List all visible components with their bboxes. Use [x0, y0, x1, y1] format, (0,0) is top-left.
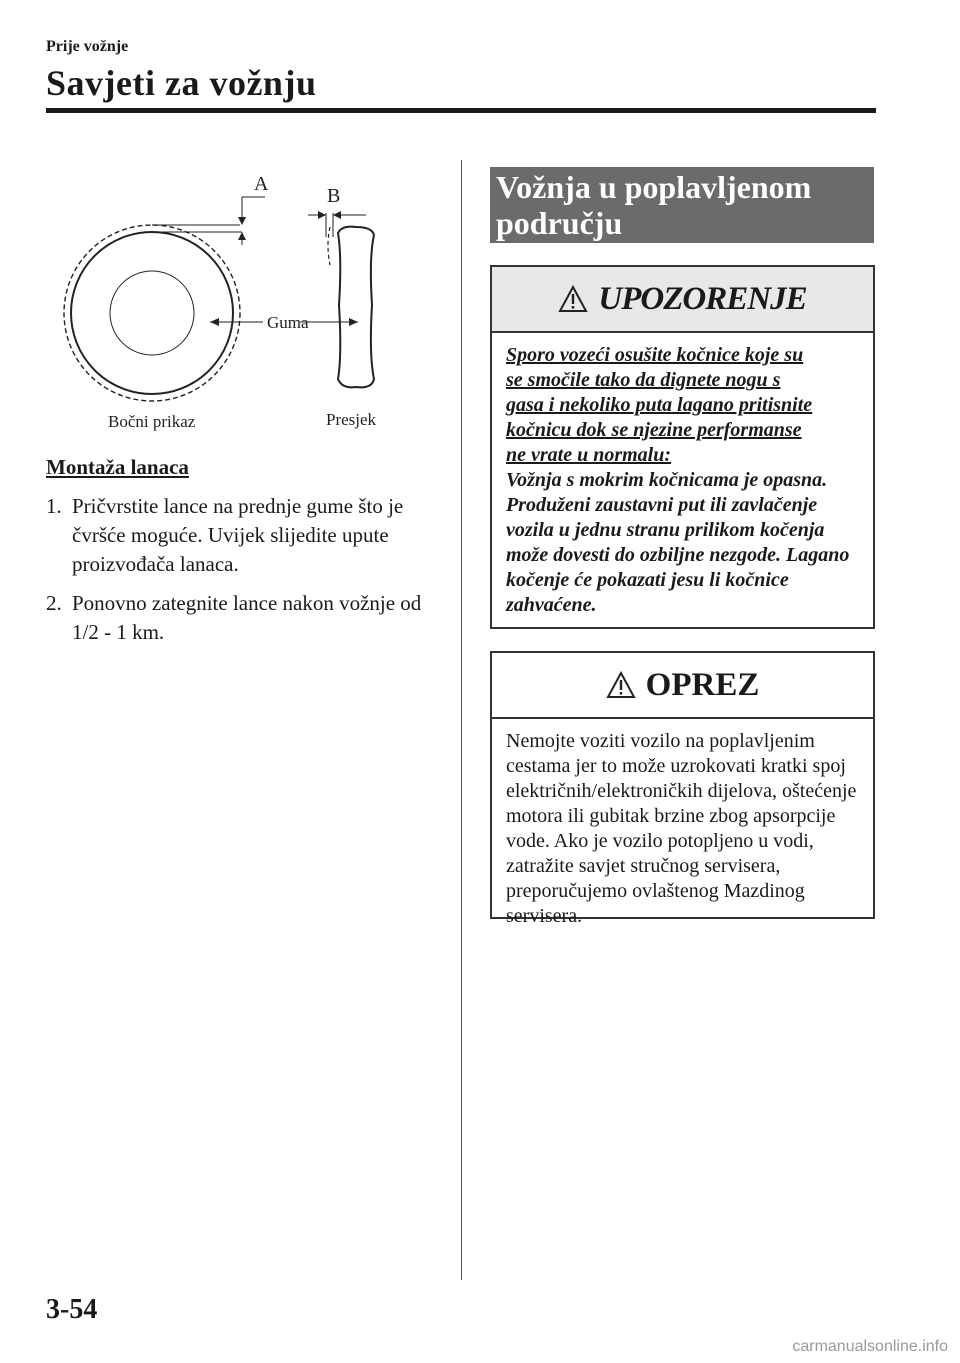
cross-section-tire [328, 227, 374, 388]
step-number: 2. [46, 591, 62, 615]
banner-title-line2: području [496, 205, 623, 241]
column-divider [461, 160, 462, 1280]
warning-header [492, 267, 873, 333]
label-a: A [254, 173, 269, 195]
warning-underlined-line: gasa i nekoliko puta lagano pritisnite [506, 394, 813, 416]
banner-title-line1: Vožnja u poplavljenom [496, 169, 812, 205]
warning-underlined-line: Sporo vozeći osušite kočnice koje su [506, 344, 804, 366]
label-side-view: Bočni prikaz [108, 412, 196, 431]
warning-underlined-line: kočnicu dok se njezine performanse [506, 419, 802, 441]
chains-section-title: Montaža lanaca [46, 455, 189, 479]
page-title: Savjeti za vožnju [46, 63, 317, 103]
step-number: 1. [46, 494, 62, 518]
list-item [46, 492, 446, 579]
flood-section-banner [490, 167, 874, 243]
warning-text: Vožnja s mokrim kočnicama je opasna. Produženi zaustavni put ili zavlačenje vozila u jednu stranu prilikom kočenja može dovesti do ozbiljne nezgode. Lagano kočenje će pokazati jesu li kočnice zahvaćene. [506, 469, 850, 616]
label-cross-section: Presjek [326, 410, 377, 429]
dimension-a-marker [152, 197, 265, 245]
label-tire: Guma [267, 313, 309, 332]
page-number: 3-54 [46, 1294, 98, 1325]
caution-body: Nemojte voziti vozilo na poplavljenim cestama jer to može uzrokovati kratki spoj električnih/elektroničkih dijelova, oštećenje motora ili gubitak brzine zbog apsorpcije vode. Ako je vozilo potopljeno u vodi, zatražite savjet stručnog servisera, preporučujemo ovlaštenog Mazdinog servisera. [506, 730, 857, 927]
warning-body [492, 333, 873, 628]
step-text: Ponovno zategnite lance nakon vožnje od 1/2 - 1 km. [72, 591, 422, 644]
warning-underlined-line: ne vrate u normalu: [506, 444, 672, 466]
list-item [46, 589, 446, 647]
warning-underlined-line: se smočile tako da dignete nogu s [506, 369, 781, 391]
side-view-tire [64, 225, 240, 401]
warning-box [490, 265, 875, 629]
chain-steps-list [46, 492, 446, 657]
caution-box [490, 651, 875, 927]
label-b: B [327, 185, 341, 207]
title-rule [46, 108, 876, 113]
warning-heading: UPOZORENJE [598, 280, 807, 317]
caution-heading: OPREZ [645, 666, 760, 703]
warning-triangle-icon [558, 285, 588, 313]
section-label: Prije vožnje [46, 38, 129, 55]
step-text: Pričvrstite lance na prednje gume što je čvršće moguće. Uvijek slijedite upute proizvođača lanaca. [72, 494, 404, 576]
caution-header [492, 653, 873, 719]
dimension-b-marker [308, 211, 366, 237]
tire-chain-diagram [60, 165, 400, 445]
caution-triangle-icon [606, 671, 636, 699]
watermark: carmanualsonline.info [792, 1338, 948, 1355]
